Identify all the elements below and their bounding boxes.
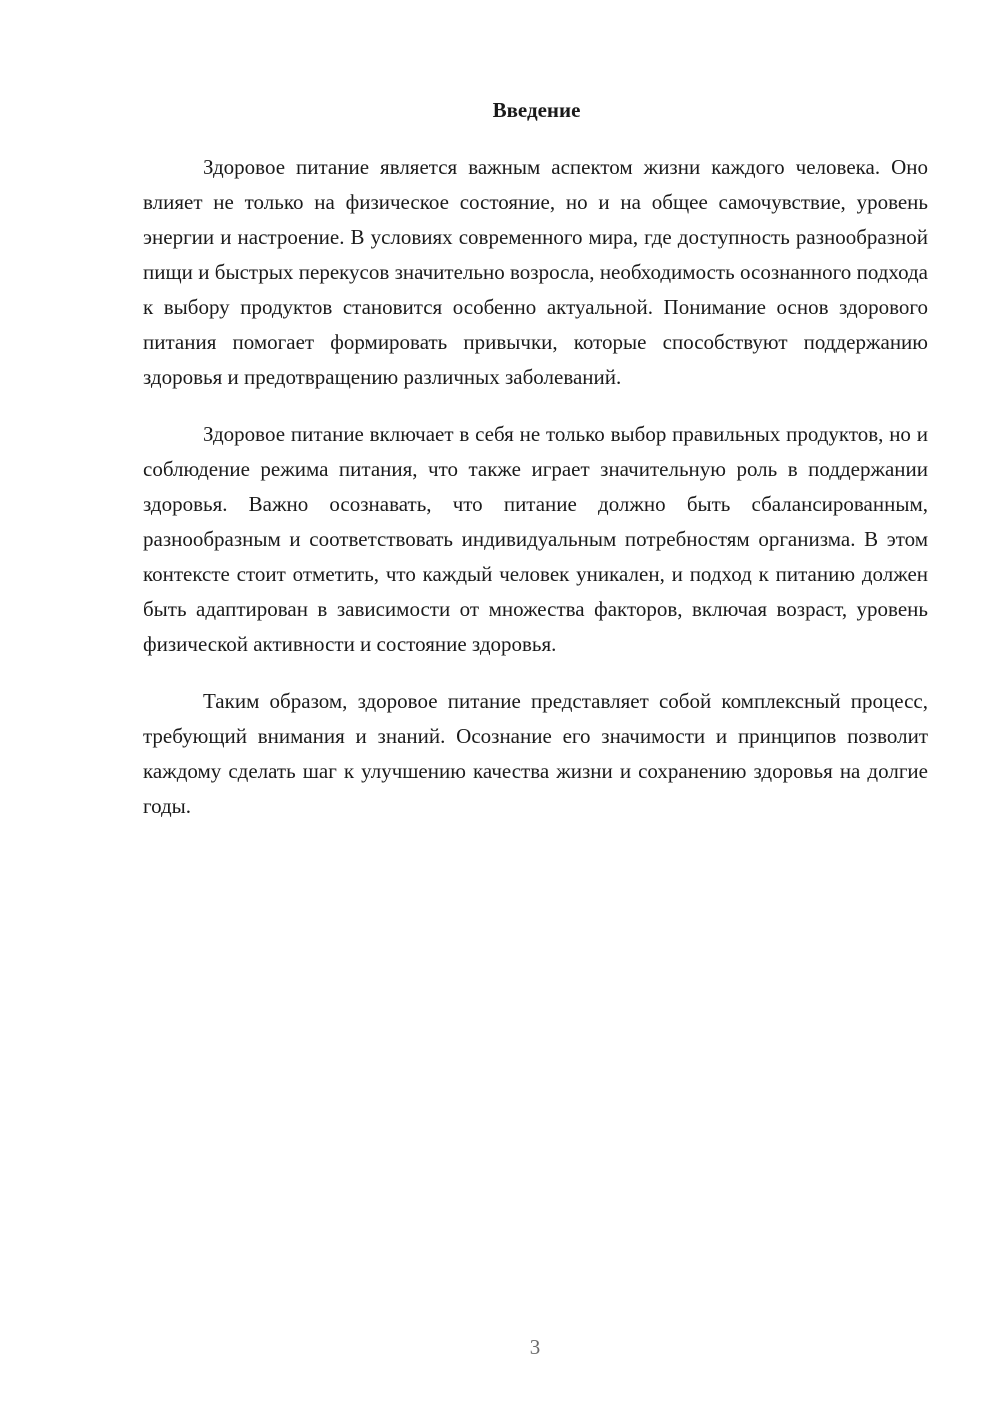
page-number: 3 <box>529 1335 541 1359</box>
section-heading: Введение <box>492 98 581 122</box>
paragraph-2: Здоровое питание включает в себя не только выбор правильных продуктов, но и соблюдение режима питания, что также играет значительную роль в поддержании здоровья. Важно осознавать, что питание должно быть сбалансированным, разнообразным и соответствовать индивидуальным потребностям организма. В этом контексте стоит отметить, что каждый человек уникален, и подход к питанию должен быть адаптирован в зависимости от множества факторов, включая возраст, уровень физической активности и состояние здоровья. <box>143 422 928 656</box>
paragraph-3: Таким образом, здоровое питание представляет собой комплексный процесс, требующий внимания и знаний. Осознание его значимости и принципов позволит каждому сделать шаг к улучшению качества жизни и сохранению здоровья на долгие годы. <box>143 689 928 818</box>
paragraph-1: Здоровое питание является важным аспектом жизни каждого человека. Оно влияет не только на физическое состояние, но и на общее самочувствие, уровень энергии и настроение. В условиях современного мира, где доступность разнообразной пищи и быстрых перекусов значительно возросла, необходимость осознанного подхода к выбору продуктов становится особенно актуальной. Понимание основ здорового питания помогает формировать привычки, которые способствуют поддержанию здоровья и предотвращению различных заболеваний. <box>143 155 928 389</box>
